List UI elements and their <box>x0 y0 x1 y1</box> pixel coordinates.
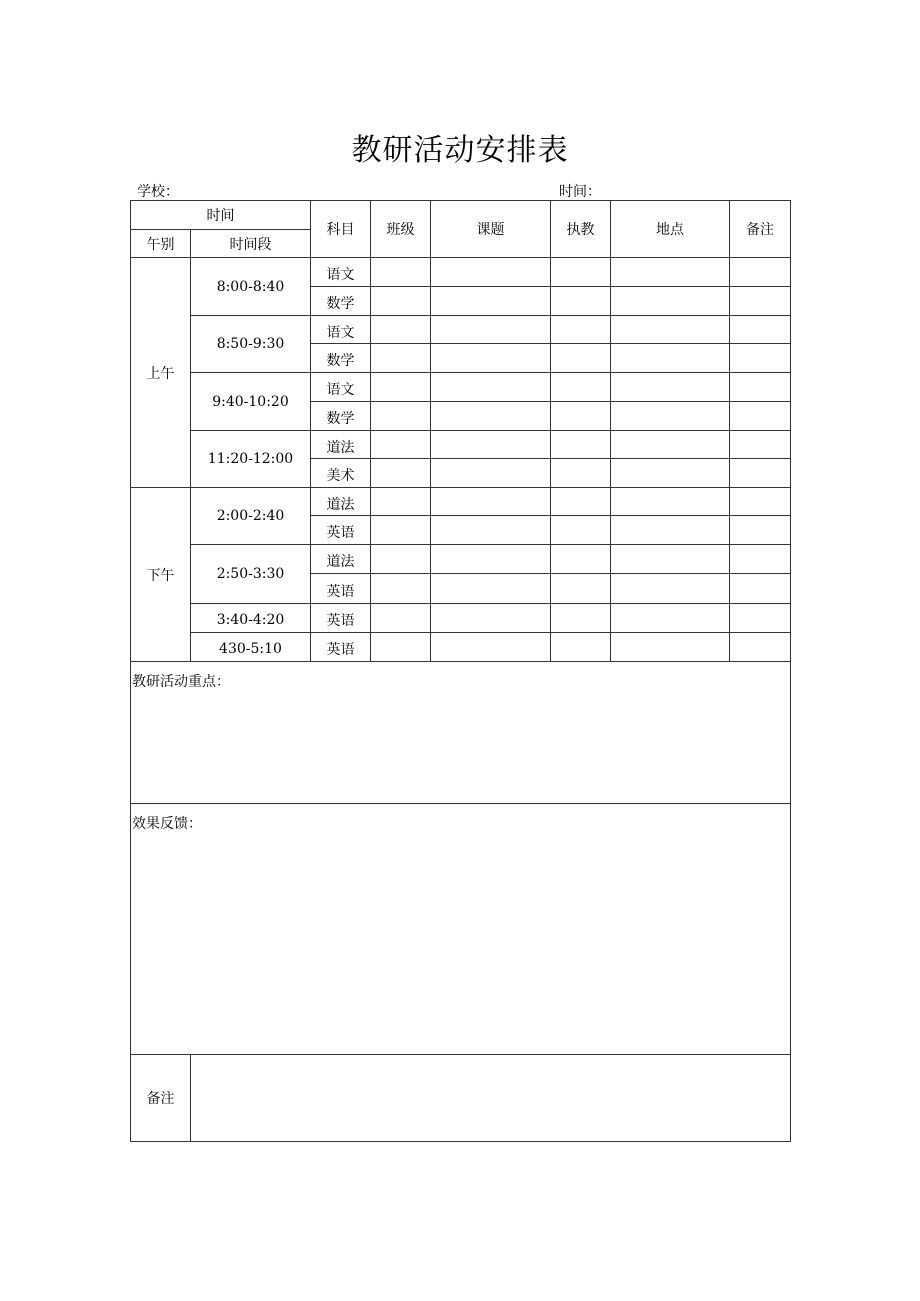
header-time: 时间 <box>131 201 311 230</box>
topic-cell[interactable] <box>431 459 551 488</box>
subject-cell: 美术 <box>311 459 371 488</box>
teacher-cell[interactable] <box>551 287 611 316</box>
teacher-cell[interactable] <box>551 633 611 662</box>
notes-cell[interactable] <box>730 516 791 545</box>
topic-cell[interactable] <box>431 258 551 287</box>
header-subject: 科目 <box>311 201 371 258</box>
class-cell[interactable] <box>371 459 431 488</box>
topic-cell[interactable] <box>431 316 551 344</box>
topic-cell[interactable] <box>431 545 551 574</box>
location-cell[interactable] <box>611 344 730 373</box>
class-cell[interactable] <box>371 258 431 287</box>
topic-cell[interactable] <box>431 373 551 402</box>
notes-cell[interactable] <box>730 431 791 459</box>
header-location: 地点 <box>611 201 730 258</box>
teacher-cell[interactable] <box>551 431 611 459</box>
notes-cell[interactable] <box>730 604 791 633</box>
class-cell[interactable] <box>371 402 431 431</box>
location-cell[interactable] <box>611 431 730 459</box>
location-cell[interactable] <box>611 633 730 662</box>
feedback-area[interactable]: 效果反馈： <box>131 804 791 1055</box>
time-slot: 11:20-12:00 <box>191 431 311 488</box>
header-teacher: 执教 <box>551 201 611 258</box>
class-cell[interactable] <box>371 488 431 516</box>
subject-cell: 语文 <box>311 373 371 402</box>
subject-cell: 英语 <box>311 574 371 604</box>
subject-cell: 数学 <box>311 402 371 431</box>
focus-area[interactable]: 教研活动重点： <box>131 662 791 804</box>
location-cell[interactable] <box>611 402 730 431</box>
topic-cell[interactable] <box>431 516 551 545</box>
topic-cell[interactable] <box>431 344 551 373</box>
class-cell[interactable] <box>371 574 431 604</box>
time-slot: 8:50-9:30 <box>191 316 311 373</box>
header-notes: 备注 <box>730 201 791 258</box>
teacher-cell[interactable] <box>551 545 611 574</box>
teacher-cell[interactable] <box>551 402 611 431</box>
subject-cell: 英语 <box>311 633 371 662</box>
class-cell[interactable] <box>371 373 431 402</box>
notes-cell[interactable] <box>730 373 791 402</box>
subject-cell: 语文 <box>311 258 371 287</box>
time-slot: 2:50-3:30 <box>191 545 311 604</box>
topic-cell[interactable] <box>431 488 551 516</box>
header-slot: 时间段 <box>191 230 311 258</box>
topic-cell[interactable] <box>431 402 551 431</box>
teacher-cell[interactable] <box>551 344 611 373</box>
location-cell[interactable] <box>611 516 730 545</box>
school-label: 学校： <box>137 184 179 200</box>
location-cell[interactable] <box>611 574 730 604</box>
remarks-label: 备注 <box>131 1055 191 1142</box>
notes-cell[interactable] <box>730 344 791 373</box>
header-period: 午别 <box>131 230 191 258</box>
class-cell[interactable] <box>371 344 431 373</box>
teacher-cell[interactable] <box>551 574 611 604</box>
location-cell[interactable] <box>611 459 730 488</box>
time-slot: 2:00-2:40 <box>191 488 311 545</box>
header-topic: 课题 <box>431 201 551 258</box>
class-cell[interactable] <box>371 287 431 316</box>
topic-cell[interactable] <box>431 287 551 316</box>
topic-cell[interactable] <box>431 574 551 604</box>
location-cell[interactable] <box>611 545 730 574</box>
page-title: 教研活动安排表 <box>351 133 569 168</box>
class-cell[interactable] <box>371 431 431 459</box>
time-slot: 9:40-10:20 <box>191 373 311 431</box>
teacher-cell[interactable] <box>551 604 611 633</box>
period-afternoon: 下午 <box>131 488 191 662</box>
class-cell[interactable] <box>371 545 431 574</box>
teacher-cell[interactable] <box>551 316 611 344</box>
class-cell[interactable] <box>371 604 431 633</box>
class-cell[interactable] <box>371 516 431 545</box>
teacher-cell[interactable] <box>551 258 611 287</box>
topic-cell[interactable] <box>431 633 551 662</box>
notes-cell[interactable] <box>730 574 791 604</box>
notes-cell[interactable] <box>730 316 791 344</box>
notes-cell[interactable] <box>730 287 791 316</box>
subject-cell: 道法 <box>311 431 371 459</box>
subject-cell: 英语 <box>311 604 371 633</box>
class-cell[interactable] <box>371 316 431 344</box>
time-slot: 8:00-8:40 <box>191 258 311 316</box>
period-morning: 上午 <box>131 258 191 488</box>
subject-cell: 语文 <box>311 316 371 344</box>
schedule-table <box>130 200 791 1142</box>
teacher-cell[interactable] <box>551 516 611 545</box>
class-cell[interactable] <box>371 633 431 662</box>
time-slot: 430-5:10 <box>191 633 311 662</box>
location-cell[interactable] <box>611 488 730 516</box>
notes-cell[interactable] <box>730 488 791 516</box>
topic-cell[interactable] <box>431 604 551 633</box>
notes-cell[interactable] <box>730 633 791 662</box>
topic-cell[interactable] <box>431 431 551 459</box>
subject-cell: 道法 <box>311 545 371 574</box>
location-cell[interactable] <box>611 373 730 402</box>
subject-cell: 道法 <box>311 488 371 516</box>
time-label: 时间： <box>559 184 601 200</box>
remarks-field[interactable] <box>191 1055 791 1142</box>
header-class: 班级 <box>371 201 431 258</box>
time-slot: 3:40-4:20 <box>191 604 311 633</box>
notes-cell[interactable] <box>730 545 791 574</box>
notes-cell[interactable] <box>730 459 791 488</box>
subject-cell: 数学 <box>311 287 371 316</box>
teacher-cell[interactable] <box>551 373 611 402</box>
notes-cell[interactable] <box>730 258 791 287</box>
notes-cell[interactable] <box>730 402 791 431</box>
location-cell[interactable] <box>611 287 730 316</box>
location-cell[interactable] <box>611 604 730 633</box>
location-cell[interactable] <box>611 316 730 344</box>
teacher-cell[interactable] <box>551 459 611 488</box>
teacher-cell[interactable] <box>551 488 611 516</box>
subject-cell: 数学 <box>311 344 371 373</box>
subject-cell: 英语 <box>311 516 371 545</box>
location-cell[interactable] <box>611 258 730 287</box>
